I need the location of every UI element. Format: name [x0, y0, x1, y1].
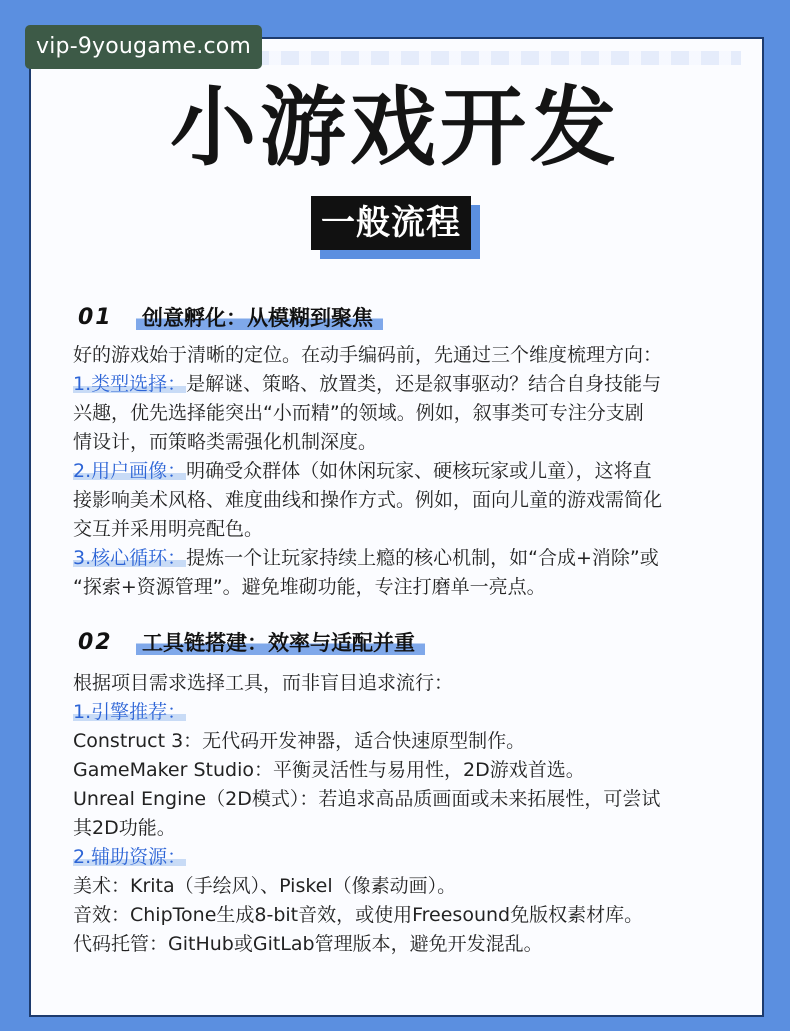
item-1-line-1	[73, 370, 743, 399]
section-2-number: 02	[78, 630, 113, 655]
item-3-text-1: 提炼一个让玩家持续上瘾的核心机制，如“合成+消除”或	[186, 547, 659, 569]
engine-gamemaker: GameMaker Studio：平衡灵活性与易用性，2D游戏首选。	[73, 759, 585, 781]
resource-code: 代码托管：GitHub或GitLab管理版本，避免开发混乱。	[73, 933, 543, 955]
item-1-line-3: 情设计，而策略类需强化机制深度。	[73, 431, 378, 453]
item-2-text-1: 明确受众群体（如休闲玩家、硬核玩家或儿童），这将直	[186, 460, 652, 482]
subtitle-box	[311, 196, 481, 260]
watermark-badge: vip-9yougame.com	[25, 25, 262, 69]
section-2-title: 工具链搭建：效率与适配并重	[136, 627, 425, 659]
item-2-line-1	[73, 457, 743, 486]
section-1-intro: 好的游戏始于清晰的定位。在动手编码前，先通过三个维度梳理方向：	[73, 344, 663, 366]
section-1-title: 创意孵化：从模糊到聚焦	[136, 302, 383, 334]
section-1-number: 01	[78, 305, 113, 330]
engine-unreal-line-2: 其2D功能。	[73, 817, 176, 839]
item-1-label: 1.类型选择：	[73, 373, 187, 395]
item-2-label: 2.用户画像：	[73, 460, 187, 482]
item-1-line-2: 兴趣，优先选择能突出“小而精”的领域。例如，叙事类可专注分支剧	[73, 402, 644, 424]
item-3-line-2: “探索+资源管理”。避免堆砌功能，专注打磨单一亮点。	[73, 576, 546, 598]
resource-art: 美术：Krita（手绘风）、Piskel（像素动画）。	[73, 875, 457, 897]
section-2-intro: 根据项目需求选择工具，而非盲目追求流行：	[73, 672, 454, 694]
engine-construct: Construct 3：无代码开发神器，适合快速原型制作。	[73, 730, 526, 752]
item-2-line-2: 接影响美术风格、难度曲线和操作方式。例如，面向儿童的游戏需简化	[73, 489, 663, 511]
resources-heading	[73, 843, 743, 872]
faint-watermark-strip	[251, 51, 741, 65]
item-3-label: 3.核心循环：	[73, 547, 187, 569]
subtitle: 一般流程	[311, 196, 471, 250]
engine-label: 1.引擎推荐：	[73, 701, 187, 723]
item-3-line-1	[73, 544, 743, 573]
item-1-text-1: 是解谜、策略、放置类，还是叙事驱动？结合自身技能与	[186, 373, 662, 395]
resource-audio: 音效：ChipTone生成8-bit音效，或使用Freesound免版权素材库。	[73, 904, 644, 926]
section-1-body	[73, 341, 743, 602]
engine-heading	[73, 698, 743, 727]
engine-unreal-line-1: Unreal Engine（2D模式）：若追求高品质画面或未来拓展性，可尝试	[73, 788, 661, 810]
resources-label: 2.辅助资源：	[73, 846, 187, 868]
page-title: 小游戏开发	[170, 78, 620, 178]
item-2-line-3: 交互并采用明亮配色。	[73, 518, 264, 540]
section-2-body	[73, 669, 743, 959]
